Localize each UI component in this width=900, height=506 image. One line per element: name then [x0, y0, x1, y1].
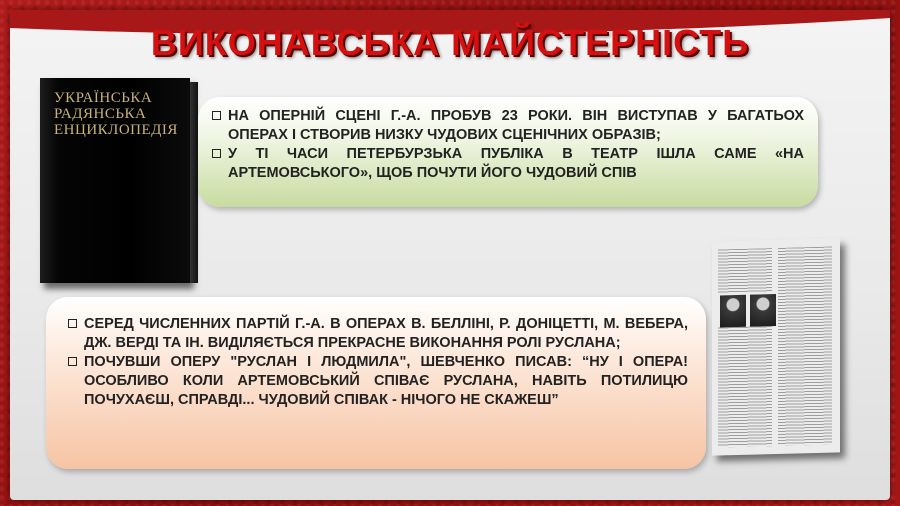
info-box-green	[198, 97, 818, 207]
list-item-text: СЕРЕД ЧИСЛЕННИХ ПАРТІЙ Г.-А. В ОПЕРАХ В. БЕЛЛІНІ, Р. ДОНІЦЕТТІ, М. ВЕБЕРА, ДЖ. ВЕРДІ ТА ІН. ВИДІЛЯЄТЬСЯ ПРЕКРАСНЕ ВИКОНАННЯ РОЛІ РУСЛАНА;	[84, 316, 688, 351]
article-text-column	[718, 248, 772, 447]
checkbox-bullet-icon	[68, 319, 77, 328]
portrait-photo	[720, 295, 746, 328]
list-item	[68, 353, 688, 410]
list-item-text: ПОЧУВШИ ОПЕРУ "РУСЛАН І ЛЮДМИЛА", ШЕВЧЕНКО ПИСАВ: “НУ І ОПЕРА! ОСОБЛИВО КОЛИ АРТЕМОВСЬКИЙ СПІВАЄ РУСЛАНА, НАВІТЬ ПОТИЛИЦЮ ПОЧУХАЄШ, СПРАВДІ... ЧУДОВИЙ СПІВАК - НІЧОГО НЕ СКАЖЕШ”	[84, 354, 688, 408]
checkbox-bullet-icon	[212, 149, 221, 158]
book-spine	[190, 82, 198, 283]
info-box-peach	[46, 297, 706, 469]
slide-title: ВИКОНАВСЬКА МАЙСТЕРНІСТЬ	[150, 22, 750, 63]
list-item	[212, 145, 804, 183]
list-item	[212, 107, 804, 145]
checkbox-bullet-icon	[68, 357, 77, 366]
book-title-line-3: ЕНЦИКЛОПЕДІЯ	[54, 122, 178, 138]
list-item-text: НА ОПЕРНІЙ СЦЕНІ Г.-А. ПРОБУВ 23 РОКИ. ВІН ВИСТУПАВ У БАГАТЬОХ ОПЕРАХ І СТВОРИВ НИЗКУ ЧУДОВИХ СЦЕНІЧНИХ ОБРАЗІВ;	[228, 108, 804, 143]
encyclopedia-book-image	[40, 78, 190, 283]
list-item	[68, 315, 688, 353]
info-list-1	[198, 97, 818, 183]
info-list-2	[46, 297, 706, 410]
portrait-photo	[750, 294, 776, 327]
list-item-text: У ТІ ЧАСИ ПЕТЕРБУРЗЬКА ПУБЛІКА В ТЕАТР ІШЛА САМЕ «НА АРТЕМОВСЬКОГО», ЩОБ ПОЧУТИ ЙОГО ЧУДОВИЙ СПІВ	[228, 146, 804, 181]
book-title-line-1: УКРАЇНСЬКА	[54, 90, 153, 106]
book-cover-title	[54, 90, 180, 138]
article-text-column	[778, 247, 832, 446]
article-portraits	[718, 292, 778, 328]
book-title-line-2: РАДЯНСЬКА	[54, 106, 147, 122]
checkbox-bullet-icon	[212, 111, 221, 120]
encyclopedia-article-image	[712, 238, 840, 455]
